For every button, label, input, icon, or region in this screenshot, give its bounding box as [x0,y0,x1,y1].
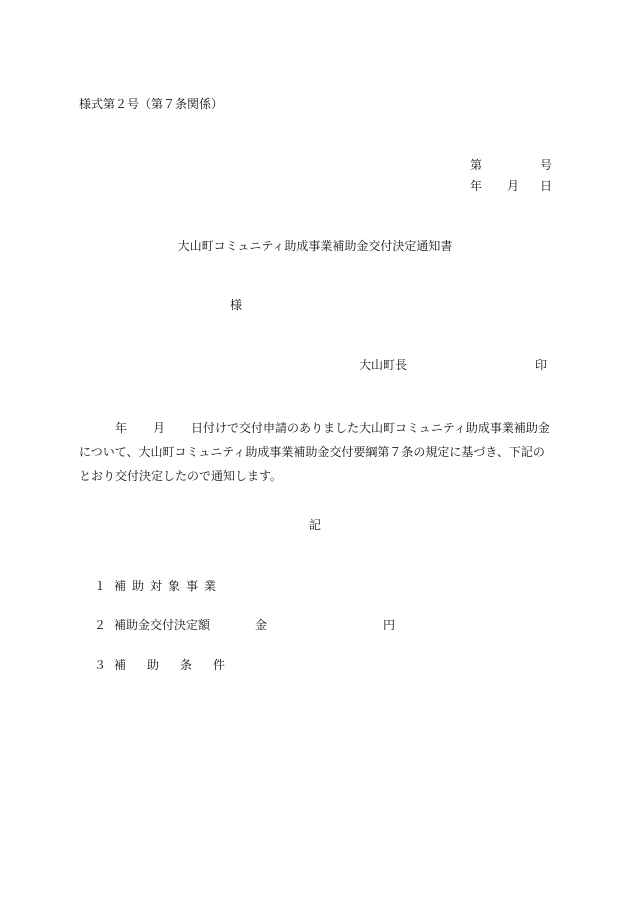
doc-number-suffix: 号 [540,158,553,172]
item-label: 補助金交付決定額 [114,618,211,632]
item-number: ３ [94,658,107,672]
document-title: 大山町コミュニティ助成事業補助金交付決定通知書 [177,239,453,253]
body-month: 月 [153,421,166,435]
recipient-suffix: 様 [230,298,243,312]
date-day: 日 [540,179,553,193]
notice-body [79,416,553,488]
amount-prefix: 金 [255,618,268,632]
item-number: ２ [94,618,107,632]
form-number: 様式第２号（第７条関係） [79,97,224,111]
issuer-name: 大山町長 [359,358,408,372]
seal-mark: 印 [535,358,548,372]
item-label: 補助条件 [114,658,247,672]
date-year: 年 [470,179,483,193]
ki-heading: 記 [308,518,321,532]
amount-suffix: 円 [383,618,396,632]
item-number: １ [94,579,107,593]
body-year: 年 [115,421,128,435]
body-text: 日付けで交付申請のありました大山町コミュニティ助成事業補助金について、大山町コミュニティ助成事業補助金交付要綱第７条の規定に基づき、下記のとおり交付決定したので通知します。 [79,421,550,483]
date-month: 月 [507,179,520,193]
doc-number-prefix: 第 [470,158,483,172]
item-label: 補助対象事業 [114,579,223,593]
